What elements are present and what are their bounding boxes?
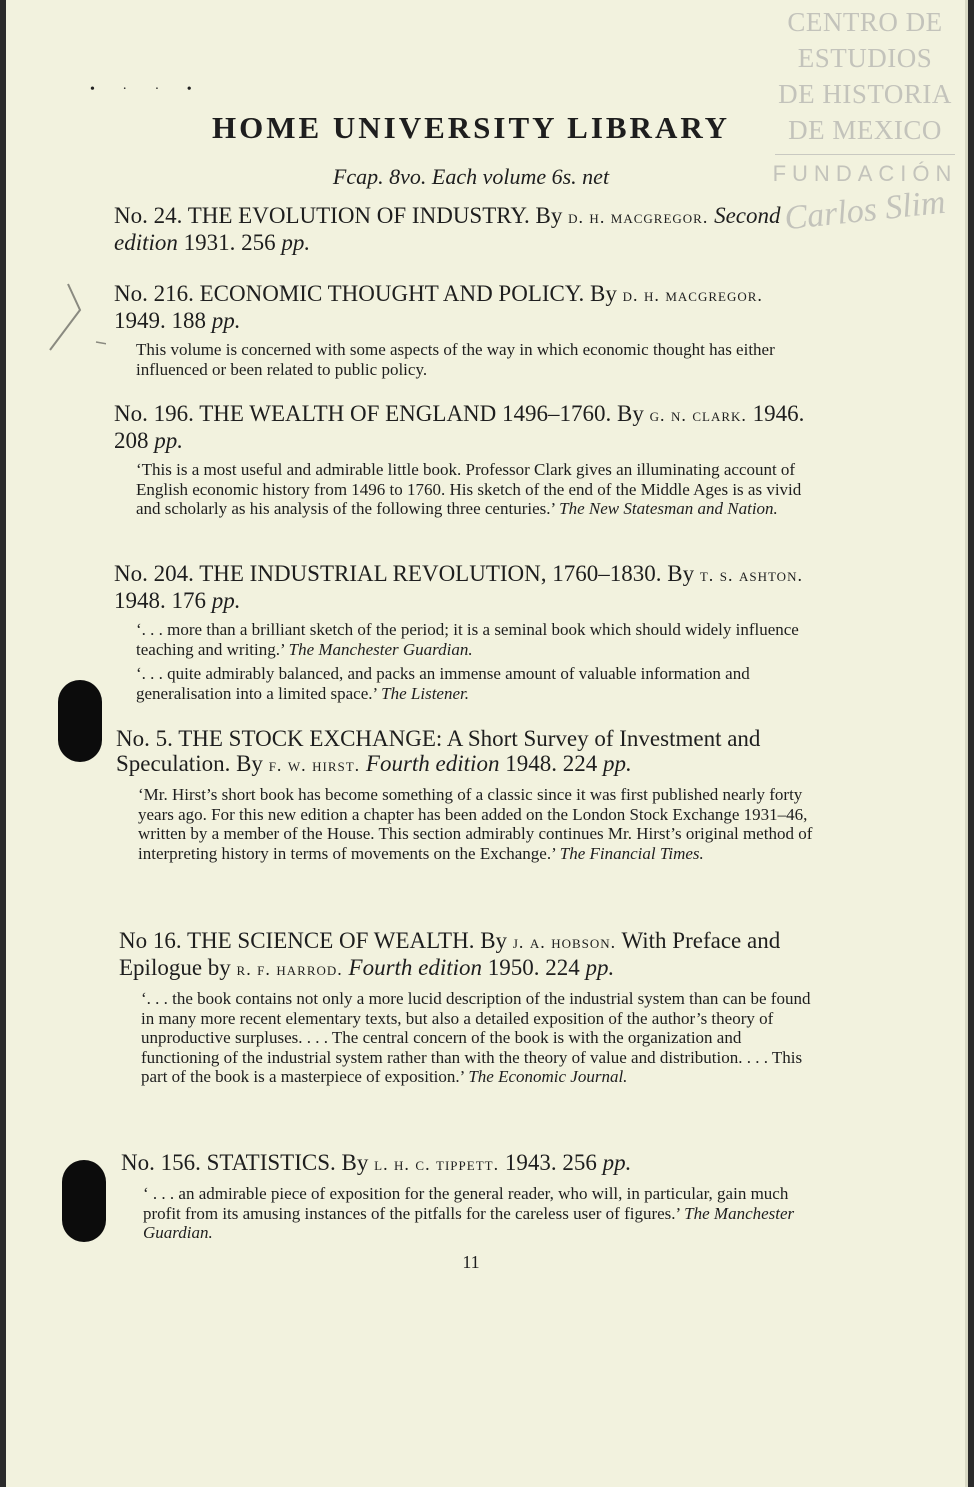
book-entry: [114, 561, 816, 703]
entry-author2: r. f. harrod.: [236, 959, 343, 979]
entry-pages: 208: [114, 428, 149, 453]
review-source: The Financial Times.: [559, 843, 704, 863]
entry-year: 1949.: [114, 308, 166, 333]
entry-subtitle: : A Short Survey of Investment and Speculation.: [116, 726, 761, 776]
entry-review: [136, 620, 816, 659]
entry-author: d. h. macgregor.: [622, 285, 763, 305]
book-entry: [121, 1150, 823, 1243]
entry-review: [143, 1184, 823, 1243]
review-quote: ‘Mr. Hirst’s short book has become something of a classic since it was first published nearly forty years ago. For this new edition a chapter has been added on the London Stock Exchange 1931–46, written by a member of the House. This section admirably continues Mr. Hirst’s original method of interpreting history in terms of movements on the Exchange.’: [138, 785, 813, 863]
entry-title: THE EVOLUTION OF INDUSTRY.: [187, 203, 530, 228]
entry-year: 1931.: [183, 230, 236, 255]
book-entry: [119, 928, 821, 1087]
entry-author: d. h. macgregor.: [568, 207, 709, 227]
scan-edge-right: [968, 0, 974, 1487]
entry-heading: [114, 203, 816, 255]
entry-pp: pp.: [281, 230, 311, 255]
entry-year: 1948.: [114, 588, 166, 613]
watermark-fundacion: FUNDACIÓN: [772, 161, 958, 186]
watermark-line: CENTRO DE: [787, 7, 943, 37]
page-number: 11: [462, 1252, 480, 1272]
page-title: HOME UNIVERSITY LIBRARY: [211, 110, 731, 145]
entry-by: By: [535, 203, 563, 228]
pencil-margin-mark: [46, 282, 106, 352]
review-source: The New Statesman and Nation.: [559, 499, 778, 518]
entry-pages: 224: [545, 955, 580, 980]
printer-marks: • · · •: [90, 82, 204, 97]
entry-title: THE STOCK EXCHANGE: [178, 726, 436, 751]
watermark-line: ESTUDIOS: [797, 43, 933, 73]
page-subtitle: Fcap. 8vo. Each volume 6s. net: [332, 164, 610, 189]
entry-by: By: [236, 751, 263, 776]
entry-number: No. 216.: [114, 281, 194, 306]
entry-number: No. 24.: [114, 203, 183, 228]
entry-pp: pp.: [211, 308, 241, 333]
entry-pages: 256: [562, 1150, 597, 1175]
entry-pp: pp.: [211, 588, 241, 613]
entry-review: [136, 664, 816, 703]
entry-heading: [114, 561, 816, 613]
entry-title: THE INDUSTRIAL REVOLUTION, 1760–1830.: [199, 561, 662, 586]
entry-title: STATISTICS.: [206, 1150, 336, 1175]
entry-heading: [121, 1150, 823, 1177]
review-source: The Manchester Guardian.: [288, 639, 473, 659]
entry-number: No. 156.: [121, 1150, 201, 1175]
entry-by: By: [480, 928, 508, 953]
entry-pages: 256: [241, 230, 276, 255]
entry-pp: pp.: [602, 751, 632, 776]
entry-edition: Fourth edition: [365, 751, 500, 776]
entry-title: THE SCIENCE OF WEALTH.: [186, 928, 475, 953]
review-quote: ‘ . . . an admirable piece of exposition for the general reader, who will, in particular, gain much profit from its amusing instances of the pitfalls for the careless user of figures.’: [143, 1184, 789, 1223]
entry-year: 1948.: [505, 751, 557, 776]
book-entry: [114, 281, 816, 379]
entry-heading: [114, 281, 816, 333]
entry-author: f. w. hirst.: [268, 755, 361, 775]
watermark-divider: [775, 154, 955, 155]
watermark-line: DE HISTORIA: [778, 79, 952, 109]
entry-pp: pp.: [154, 428, 183, 453]
review-quote: ‘. . . quite admirably balanced, and packs an immense amount of valuable information and generalisation into a limited space.’: [136, 664, 750, 703]
book-entry: [116, 726, 818, 863]
entry-year: 1946.: [752, 401, 805, 426]
entry-pages: 224: [562, 751, 598, 776]
entry-heading: [114, 401, 816, 453]
entry-review: [138, 785, 818, 863]
punch-hole: [58, 680, 102, 762]
entry-heading: [119, 928, 821, 982]
entry-number: No. 5.: [116, 726, 173, 751]
entry-pp: pp.: [585, 955, 615, 980]
review-quote: ‘This is a most useful and admirable little book. Professor Clark gives an illuminating account of English economic history from 1496 to 1760. His sketch of the end of the Middle Ages is as vivid and scholarly as his analysis of the following three centuries.’: [136, 460, 802, 518]
entry-review: [141, 989, 821, 1087]
entry-author: t. s. ashton.: [699, 565, 803, 585]
review-quote: ‘. . . more than a brilliant sketch of the period; it is a seminal book which should widely influence teaching and writing.’: [136, 620, 799, 659]
entry-author: l. h. c. tippett.: [374, 1154, 500, 1174]
book-entry: [114, 203, 816, 255]
document-page: [6, 0, 968, 1487]
review-source: The Manchester Guardian.: [143, 1203, 795, 1242]
entry-number: No. 196.: [114, 401, 194, 426]
entry-by: By: [617, 401, 644, 426]
entry-description: This volume is concerned with some aspects of the way in which economic thought has either influenced or been related to public policy.: [136, 340, 775, 379]
watermark-line: DE MEXICO: [788, 115, 942, 145]
entry-by: By: [341, 1150, 369, 1175]
entry-heading: [116, 726, 818, 778]
entry-year: 1950.: [487, 955, 540, 980]
entry-author: j. a. hobson.: [512, 932, 617, 952]
entry-edition: Fourth edition: [348, 955, 483, 980]
entry-by: By: [590, 281, 617, 306]
punch-hole: [62, 1160, 106, 1242]
watermark-signature: Carlos Slim: [782, 183, 948, 238]
entry-review: [136, 460, 816, 519]
entry-title: ECONOMIC THOUGHT AND POLICY.: [199, 281, 585, 306]
review-source: The Listener.: [381, 683, 469, 703]
entry-number: No. 204.: [114, 561, 194, 586]
entry-pages: 176: [171, 588, 206, 613]
entry-author: g. n. clark.: [649, 405, 747, 425]
entry-pages: 188: [171, 308, 206, 333]
entry-title: THE WEALTH OF ENGLAND 1496–1760.: [199, 401, 612, 426]
entry-pp: pp.: [602, 1150, 632, 1175]
review-quote: ‘. . . the book contains not only a more lucid description of the industrial system than can be found in many more recent elementary texts, but also a detailed exposition of the author’s theory of unproductive surpluses. . . . The central concern of the book is with the organization and functioning of the industrial system rather than with the theory of value and distribution. . . . This part of the book is a masterpiece of exposition.’: [141, 989, 811, 1086]
book-entry: [114, 401, 816, 519]
entry-by: By: [667, 561, 695, 586]
review-source: The Economic Journal.: [468, 1067, 628, 1086]
entry-number: No 16.: [119, 928, 182, 953]
entry-edition: Second edition: [114, 203, 781, 255]
entry-year: 1943.: [504, 1150, 557, 1175]
entry-with: With Preface and Epilogue by: [119, 928, 781, 980]
